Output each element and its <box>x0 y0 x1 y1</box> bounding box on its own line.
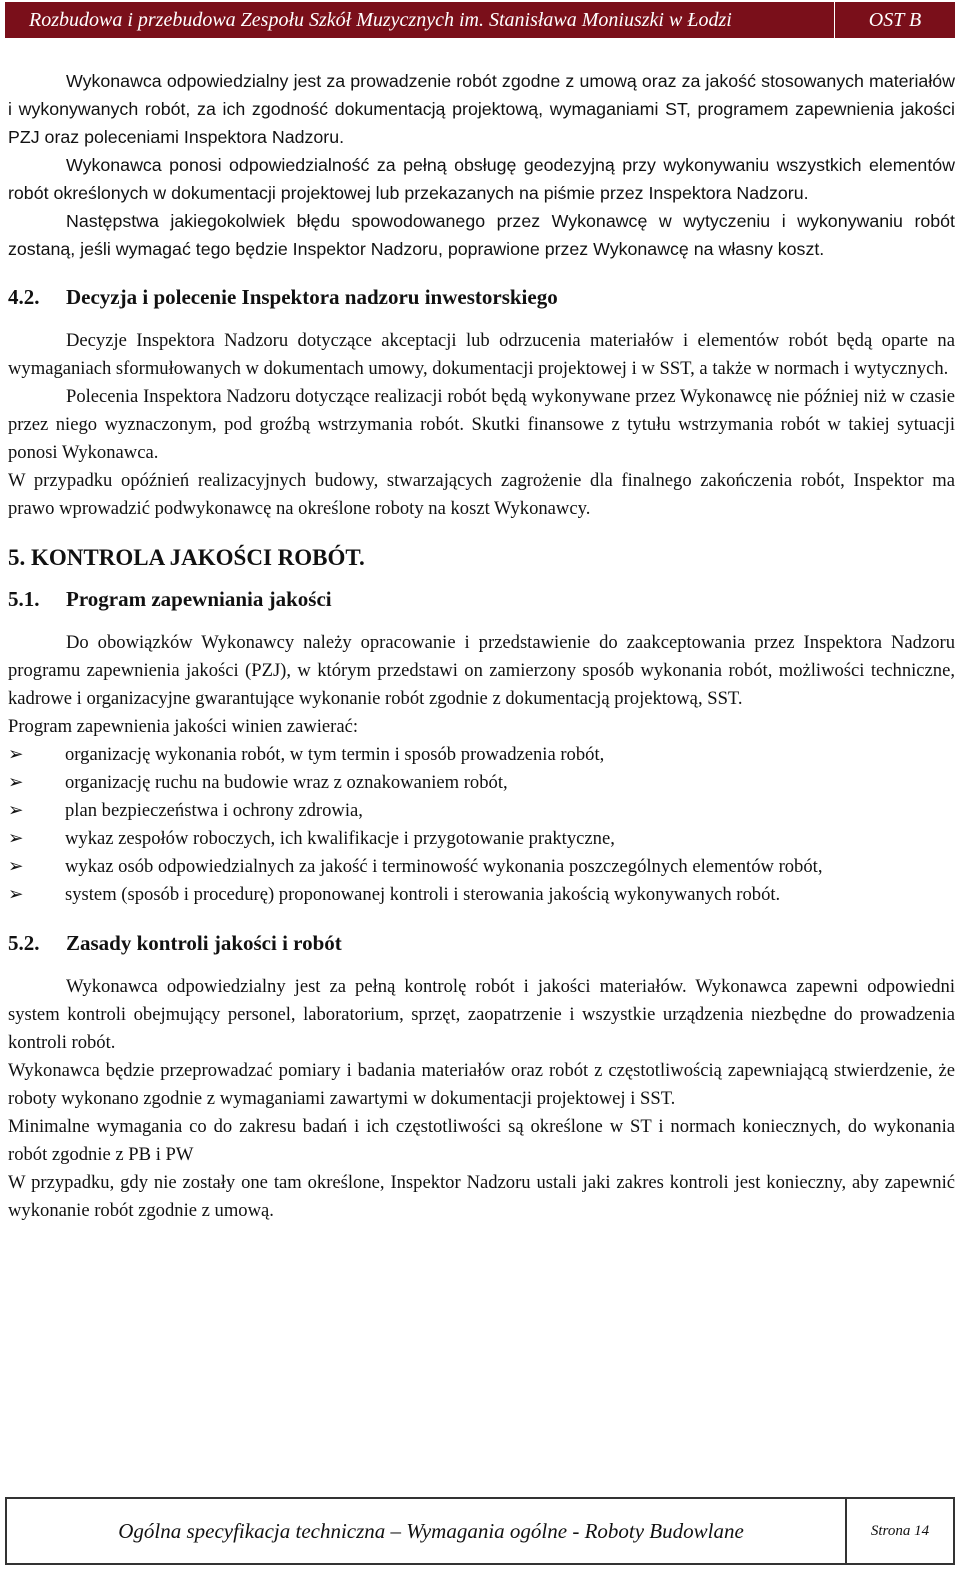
section-5-1-title: Program zapewniania jakości <box>66 587 332 611</box>
list-item: ➢ wykaz osób odpowiedzialnych za jakość i terminowość wykonania poszczególnych elementów robót, <box>8 853 955 881</box>
section-5-2-paragraph-3: Minimalne wymagania co do zakresu badań i ich częstotliwości są określone w ST i normach koniecznych, do wykonania robót zgodnie z PB i PW <box>8 1116 955 1165</box>
document-body <box>8 67 955 1225</box>
intro-paragraph-2: Wykonawca ponosi odpowiedzialność za pełną obsługę geodezyjną przy wykonywaniu wszystkich elementów robót określonych w dokumentacji projektowej lub przekazanych na piśmie przez Inspektora Nadzoru. <box>8 155 955 203</box>
section-5-2-title: Zasady kontroli jakości i robót <box>66 931 342 955</box>
page-header <box>5 2 955 38</box>
section-5-1-heading <box>8 585 955 613</box>
arrow-bullet-icon: ➢ <box>8 884 24 905</box>
section-4-2-title: Decyzja i polecenie Inspektora nadzoru inwestorskiego <box>66 285 558 309</box>
page-footer <box>5 1497 955 1565</box>
arrow-bullet-icon: ➢ <box>8 772 24 793</box>
section-5-1-paragraph-1: Do obowiązków Wykonawcy należy opracowanie i przedstawienie do zaakceptowania przez Inspektora Nadzoru programu zapewnienia jakości (PZJ), w którym przedstawi on zamierzony sposób wykonania robót, możliwości techniczne, kadrowe i organizacyjne gwarantujące wykonanie robót zgodnie z dokumentacją projektową, SST. <box>8 632 955 709</box>
section-5-2-paragraph-2: Wykonawca będzie przeprowadzać pomiary i badania materiałów oraz robót z częstotliwością zapewniającą stwierdzenie, że roboty wykonano zgodnie z wymaganiami zawartymi w dokumentacji projektowej i SST. <box>8 1060 955 1109</box>
arrow-bullet-icon: ➢ <box>8 828 24 849</box>
section-5-2-paragraph-4: W przypadku, gdy nie zostały one tam określone, Inspektor Nadzoru ustali jaki zakres kontroli jest konieczny, aby zapewnić wykonanie robót zgodnie z umową. <box>8 1172 955 1221</box>
section-5-heading <box>8 543 955 573</box>
page-number: Strona 14 <box>870 1523 930 1539</box>
section-5-1-number: 5.1. <box>8 587 40 611</box>
list-item: ➢ organizację ruchu na budowie wraz z oznakowaniem robót, <box>8 769 955 797</box>
section-4-2-paragraph-1: Decyzje Inspektora Nadzoru dotyczące akceptacji lub odrzucenia materiałów i elementów robót będą oparte na wymaganiach sformułowanych w dokumentach umowy, dokumentacji projektowej i w SST, a także w normach i wytycznych. <box>8 330 955 379</box>
section-5-number: 5. <box>8 545 26 570</box>
section-4-2-paragraph-2: Polecenia Inspektora Nadzoru dotyczące realizacji robót będą wykonywane przez Wykonawcę nie później niż w czasie przez niego wyznaczonym, pod groźbą wstrzymania robót. Skutki finansowe z tytułu wstrzymania robót w takiej sytuacji ponosi Wykonawca. <box>8 386 955 463</box>
section-4-2-heading <box>8 283 955 311</box>
intro-paragraph-3: Następstwa jakiegokolwiek błędu spowodowanego przez Wykonawcę w wytyczeniu i wykonywaniu robót zostaną, jeśli wymagać tego będzie Inspektor Nadzoru, poprawione przez Wykonawcę na własny koszt. <box>8 211 955 259</box>
list-item: ➢ plan bezpieczeństwa i ochrony zdrowia, <box>8 797 955 825</box>
arrow-bullet-icon: ➢ <box>8 856 24 877</box>
section-5-2-number: 5.2. <box>8 931 40 955</box>
section-5-1-paragraph-2: Program zapewnienia jakości winien zawierać: <box>8 716 359 737</box>
section-4-2-paragraph-3: W przypadku opóźnień realizacyjnych budowy, stwarzających zagrożenie dla finalnego zakończenia robót, Inspektor ma prawo wprowadzić podwykonawcę na określone roboty na koszt Wykonawcy. <box>8 470 955 519</box>
section-5-title: KONTROLA JAKOŚCI ROBÓT. <box>31 545 365 570</box>
arrow-bullet-icon: ➢ <box>8 744 24 765</box>
section-5-2-paragraph-1: Wykonawca odpowiedzialny jest za pełną kontrolę robót i jakości materiałów. Wykonawca zapewni odpowiedni system kontroli obejmujący personel, laboratorium, sprzęt, zaopatrzenie i wszystkie urządzenia niezbędne do prowadzenia kontroli robót. <box>8 976 955 1053</box>
intro-section <box>8 67 955 263</box>
intro-paragraph-1: Wykonawca odpowiedzialny jest za prowadzenie robót zgodne z umową oraz za jakość stosowanych materiałów i wykonywanych robót, za ich zgodność dokumentacją projektową, wymaganiami ST, programem zapewnienia jakości PZJ oraz poleceniami Inspektora Nadzoru. <box>8 71 955 147</box>
list-item: ➢ organizację wykonania robót, w tym termin i sposób prowadzenia robót, <box>8 741 955 769</box>
list-item: ➢ system (sposób i procedurę) proponowanej kontroli i sterowania jakością wykonywanych robót. <box>8 881 955 909</box>
arrow-bullet-icon: ➢ <box>8 800 24 821</box>
section-5-2-heading <box>8 929 955 957</box>
header-code: OST B <box>834 2 955 38</box>
section-4-2-number: 4.2. <box>8 285 40 309</box>
header-title: Rozbudowa i przebudowa Zespołu Szkół Muzycznych im. Stanisława Moniuszki w Łodzi <box>29 8 732 31</box>
list-item: ➢ wykaz zespołów roboczych, ich kwalifikacje i przygotowanie praktyczne, <box>8 825 955 853</box>
footer-title: Ogólna specyfikacja techniczna – Wymagania ogólne - Roboty Budowlane <box>7 1499 847 1563</box>
pzj-contents-list <box>8 741 955 909</box>
